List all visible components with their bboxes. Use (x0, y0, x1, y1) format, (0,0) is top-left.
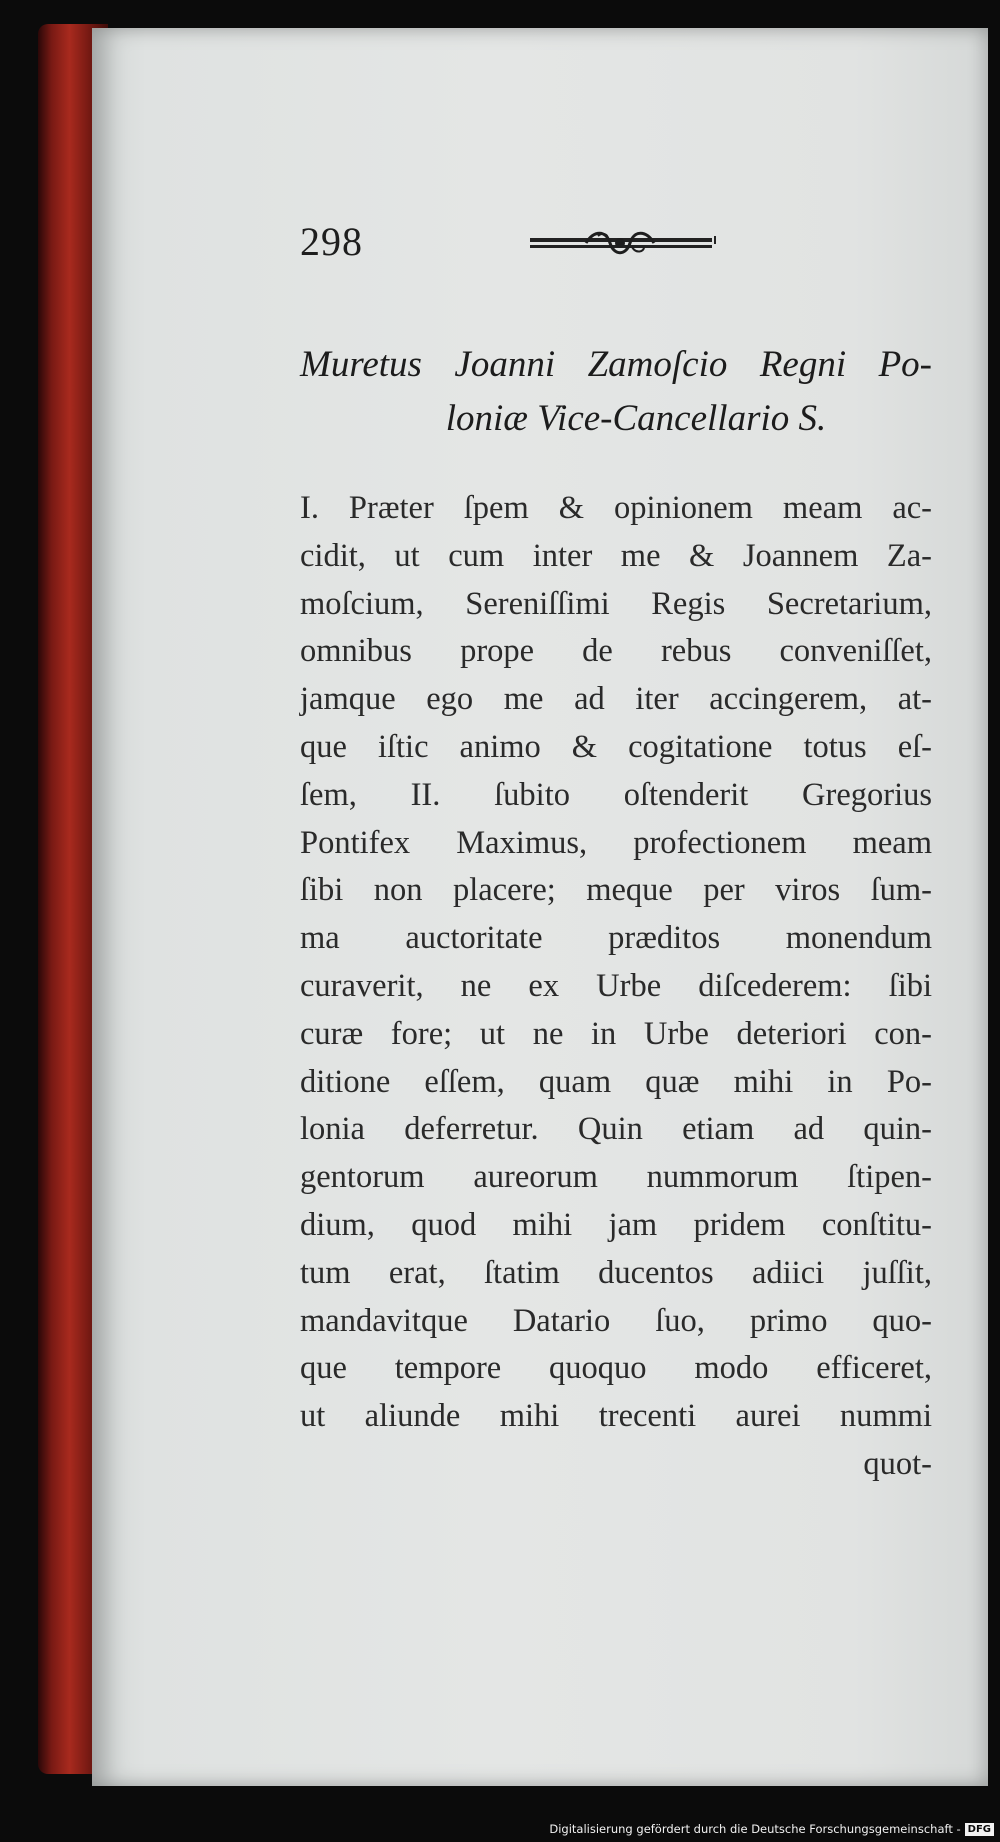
text-line: ditione eſſem, quam quæ mihi in Po- (300, 1063, 932, 1100)
text-line: gentorum aureorum nummorum ſtipen- (300, 1159, 932, 1196)
text-line: mandavitque Datario ſuo, primo quo- (300, 1302, 932, 1339)
text-line: lonia deferretur. Quin etiam ad quin- (300, 1111, 932, 1148)
dfg-logo: DFG (965, 1823, 994, 1836)
credit-text: Digitalisierung gefördert durch die Deutsche Forschungsgemeinschaft - (549, 1822, 961, 1836)
text-line: moſcium, Sereniſſimi Regis Secretarium, (300, 585, 932, 622)
heading-line-2: loniæ Vice-Cancellario S. (445, 398, 827, 439)
text-line: omnibus prope de rebus conveniſſet, (300, 633, 932, 670)
letter-heading (300, 338, 932, 446)
text-line: curæ fore; ut ne in Urbe deteriori con- (300, 1015, 932, 1052)
text-line: que iſtic animo & cogitatione totus eſ- (300, 728, 932, 765)
text-line: dium, quod mihi jam pridem conſtitu- (300, 1206, 932, 1243)
text-line: cidit, ut cum inter me & Joannem Za- (300, 537, 932, 574)
text-line: jamque ego me ad iter accingerem, at- (300, 681, 932, 718)
digitization-credit (549, 1822, 994, 1836)
text-line: curaverit, ne ex Urbe diſcederem: ſibi (300, 967, 932, 1004)
text-line: que tempore quoquo modo efficeret, (300, 1350, 932, 1387)
text-line: Pontifex Maximus, profectionem meam (300, 824, 932, 861)
text-line: ut aliunde mihi trecenti aurei nummi (300, 1398, 932, 1435)
ornament-rule (528, 226, 718, 260)
page-number: 298 (300, 219, 363, 264)
heading-line-1: Muretus Joanni Zamoſcio Regni Po- (300, 344, 932, 385)
catchword: quot- (863, 1445, 932, 1482)
text-line: ſibi non placere; meque per viros ſum- (300, 872, 932, 909)
text-line: tum erat, ſtatim ducentos adiici juſſit, (300, 1254, 932, 1291)
text-line: ſem, II. ſubito oſtenderit Gregorius (300, 776, 932, 813)
text-line: ma auctoritate præditos monendum (300, 920, 932, 957)
text-line: I. Præter ſpem & opinionem meam ac- (300, 490, 932, 526)
letter-body (300, 485, 932, 1489)
